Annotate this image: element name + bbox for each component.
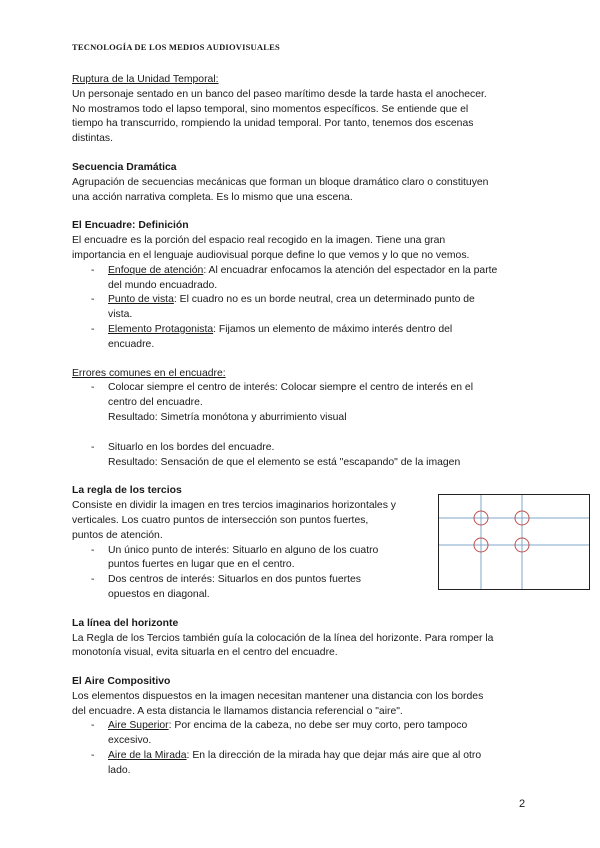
paragraph-line: del encuadre. A esta distancia le llamamos distancia referencial o "aire". <box>72 705 403 717</box>
list-text: : En la dirección de la mirada hay que dejar más aire que al otro <box>186 750 482 762</box>
list-text-cont: encuadre. <box>108 338 155 350</box>
list-item <box>72 749 532 779</box>
list-text-cont: centro del encuadre. <box>108 397 203 409</box>
list-text-cont: opuestos en diagonal. <box>108 588 210 600</box>
list-text: Dos centros de interés: Situarlos en dos puntos fuertes <box>108 574 361 586</box>
list-item <box>72 441 532 471</box>
paragraph-line: importancia en el lenguaje audiovisual porque define lo que vemos y lo que no vemos. <box>72 249 470 261</box>
tercios-list <box>72 544 424 603</box>
paragraph-line: monotonía visual, evita situarla en el centro del encuadre. <box>72 647 338 659</box>
aire-list <box>72 719 532 778</box>
list-item <box>72 719 532 749</box>
list-term: Aire de la Mirada <box>108 750 187 762</box>
list-item <box>72 293 532 323</box>
list-text: : Por encima de la cabeza, no debe ser muy corto, pero tampoco <box>168 720 468 732</box>
list-text: Un único punto de interés: Situarlo en alguno de los cuatro <box>108 544 379 556</box>
paragraph-line: una acción narrativa completa. Es lo mismo que una escena. <box>72 191 353 203</box>
list-text: : Al encuadrar enfocamos la atención del espectador en la parte <box>203 264 498 276</box>
list-term: Enfoque de atención <box>108 264 204 276</box>
result-text: Resultado: Simetría monótona y aburrimiento visual <box>108 411 347 423</box>
horizonte-title: La línea del horizonte <box>72 617 179 629</box>
list-text-cont: excesivo. <box>108 735 152 747</box>
list-item <box>72 573 424 603</box>
list-text: Situarlo en los bordes del encuadre. <box>108 441 275 453</box>
list-item <box>72 323 532 353</box>
tercios-section <box>72 484 532 602</box>
list-text-cont: vista. <box>108 309 133 321</box>
list-item <box>72 544 424 574</box>
page-content <box>72 73 532 779</box>
paragraph-line: Consiste en dividir la imagen en tres tercios imaginarios horizontales y <box>72 500 396 512</box>
encuadre-title: El Encuadre: Definición <box>72 220 189 232</box>
paragraph-line: tiempo ha transcurrido, rompiendo la unidad temporal. Por tanto, tenemos dos escenas <box>72 118 474 130</box>
paragraph-line: distintas. <box>72 133 114 145</box>
paragraph-line: El encuadre es la porción del espacio real recogido en la imagen. Tiene una gran <box>72 235 446 247</box>
list-text: Colocar siempre el centro de interés: Colocar siempre el centro de interés en el <box>108 382 474 394</box>
list-item <box>72 381 532 425</box>
list-text-cont: del mundo encuadrado. <box>108 279 218 291</box>
paragraph-line: puntos de atención. <box>72 529 163 541</box>
paragraph-line: Agrupación de secuencias mecánicas que forman un bloque dramático claro o constituyen <box>72 176 489 188</box>
paragraph-line: verticales. Los cuatro puntos de intersección son puntos fuertes, <box>72 514 369 526</box>
page-number: 2 <box>519 798 526 810</box>
paragraph-line: Los elementos dispuestos en la imagen necesitan mantener una distancia con los bordes <box>72 690 484 702</box>
list-text-cont: lado. <box>108 764 131 776</box>
list-text: : Fijamos un elemento de máximo interés dentro del <box>213 323 453 335</box>
errores-title: Errores comunes en el encuadre: <box>72 367 226 379</box>
aire-title: El Aire Compositivo <box>72 676 171 688</box>
encuadre-list <box>72 264 532 353</box>
tercios-title: La regla de los tercios <box>72 485 182 497</box>
list-text: : El cuadro no es un borde neutral, crea un determinado punto de <box>173 294 475 306</box>
thirds-grid-svg <box>439 495 589 589</box>
list-term: Punto de vista <box>108 294 174 306</box>
rule-of-thirds-diagram <box>438 494 590 590</box>
paragraph-line: Un personaje sentado en un banco del paseo marítimo desde la tarde hasta el anochecer. <box>72 88 487 100</box>
list-item <box>72 264 532 294</box>
list-term: Aire Superior <box>108 720 169 732</box>
list-term: Elemento Protagonista <box>108 323 214 335</box>
paragraph-line: No mostramos todo el lapso temporal, sino momentos específicos. Se entiende que el <box>72 103 469 115</box>
tercios-text <box>72 484 424 602</box>
secuencia-title: Secuencia Dramática <box>72 161 177 173</box>
paragraph-line: La Regla de los Tercios también guía la colocación de la línea del horizonte. Para romper la <box>72 632 494 644</box>
result-text: Resultado: Sensación de que el elemento se está "escapando" de la imagen <box>108 456 461 468</box>
ruptura-title: Ruptura de la Unidad Temporal: <box>72 74 219 85</box>
document-header: TECNOLOGÍA DE LOS MEDIOS AUDIOVISUALES <box>72 42 280 52</box>
list-text-cont: puntos fuertes en lugar que en el centro. <box>108 559 295 571</box>
errores-list <box>72 381 532 470</box>
